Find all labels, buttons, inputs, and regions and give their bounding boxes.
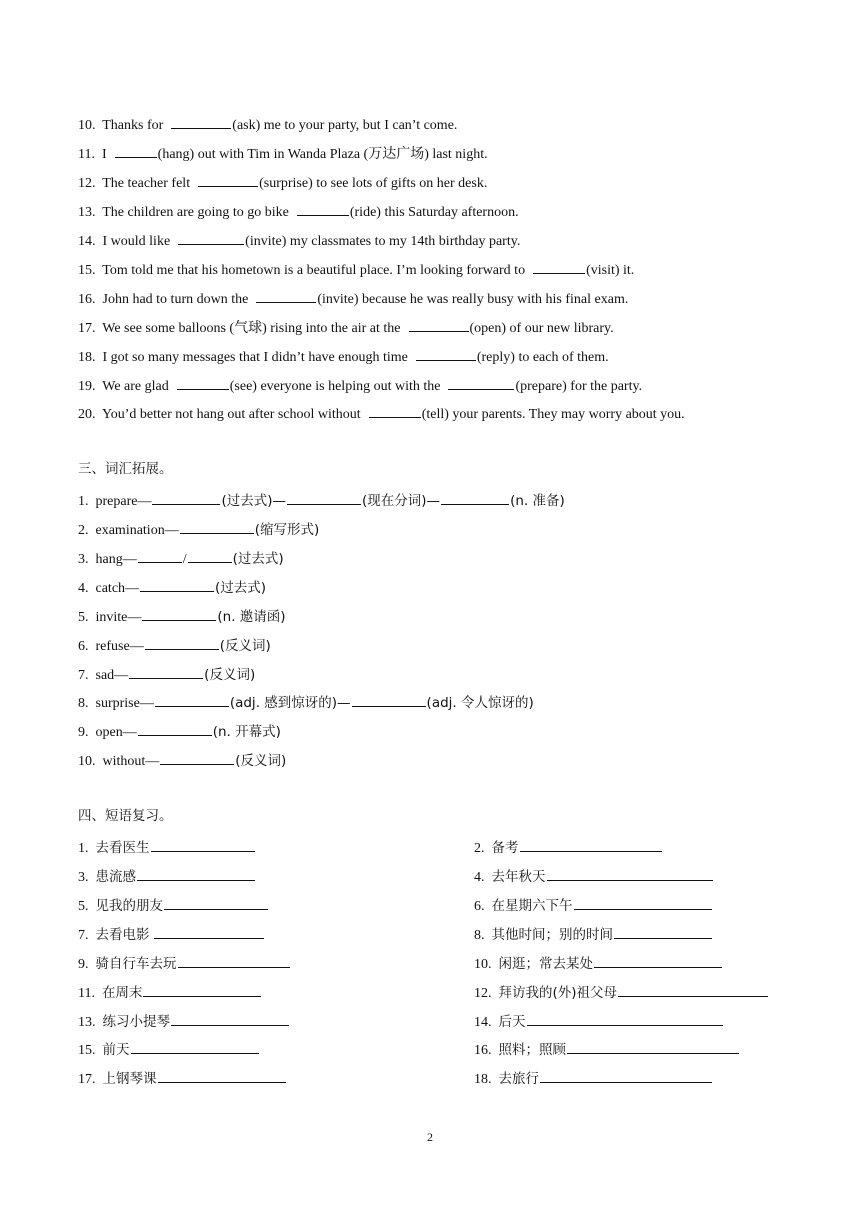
vocab-item: 1. prepare— (过去式)— (现在分词)— (n. 准备): [78, 490, 565, 511]
answer-blank[interactable]: [533, 259, 585, 274]
answer-blank[interactable]: [520, 837, 662, 852]
answer-blank[interactable]: [160, 750, 234, 765]
phrase-item: 17. 上钢琴课: [78, 1068, 287, 1089]
answer-blank[interactable]: [143, 982, 261, 997]
exercise-item: 13. The children are going to go bike (ride) this Saturday afternoon.: [78, 201, 519, 222]
answer-blank[interactable]: [180, 519, 254, 534]
answer-blank[interactable]: [158, 1068, 286, 1083]
section-heading: 四、短语复习。: [78, 808, 173, 824]
answer-blank[interactable]: [145, 635, 219, 650]
vocab-item: 2. examination— (缩写形式): [78, 519, 319, 540]
answer-blank[interactable]: [352, 692, 426, 707]
phrase-item: 13. 练习小提琴: [78, 1011, 290, 1032]
answer-blank[interactable]: [618, 982, 768, 997]
answer-blank[interactable]: [188, 548, 232, 563]
phrase-item: 9. 骑自行车去玩: [78, 953, 291, 974]
answer-blank[interactable]: [177, 375, 229, 390]
answer-blank[interactable]: [614, 924, 712, 939]
vocab-item: 7. sad— (反义词): [78, 664, 255, 685]
page-number: 2: [427, 1130, 433, 1144]
phrase-item: 4. 去年秋天: [474, 866, 714, 887]
phrase-item: 15. 前天: [78, 1039, 260, 1060]
phrase-item: 3. 患流感: [78, 866, 256, 887]
phrase-item: 10. 闲逛；常去某处: [474, 953, 723, 974]
vocab-item: 3. hang— / (过去式): [78, 548, 284, 569]
exercise-item: 10. Thanks for (ask) me to your party, but I can’t come.: [78, 114, 457, 135]
answer-blank[interactable]: [256, 288, 316, 303]
exercise-item: 19. We are glad (see) everyone is helping out with the (prepare) for the party.: [78, 375, 642, 396]
phrase-item: 11. 在周末: [78, 982, 262, 1003]
exercise-item: 12. The teacher felt (surprise) to see lots of gifts on her desk.: [78, 172, 487, 193]
answer-blank[interactable]: [540, 1068, 712, 1083]
answer-blank[interactable]: [178, 953, 290, 968]
answer-blank[interactable]: [138, 721, 212, 736]
answer-blank[interactable]: [297, 201, 349, 216]
answer-blank[interactable]: [448, 375, 514, 390]
answer-blank[interactable]: [178, 230, 244, 245]
answer-blank[interactable]: [131, 1039, 259, 1054]
section-heading: 三、词汇拓展。: [78, 461, 173, 477]
vocab-item: 8. surprise— (adj. 感到惊讶的)— (adj. 令人惊讶的): [78, 692, 534, 713]
phrase-item: 18. 去旅行: [474, 1068, 713, 1089]
phrase-item: 14. 后天: [474, 1011, 724, 1032]
phrase-item: 16. 照料；照顾: [474, 1039, 740, 1060]
answer-blank[interactable]: [409, 317, 469, 332]
answer-blank[interactable]: [138, 548, 182, 563]
phrase-item: 5. 见我的朋友: [78, 895, 269, 916]
phrase-item: 1. 去看医生: [78, 837, 256, 858]
answer-blank[interactable]: [164, 895, 268, 910]
phrase-item: 12. 拜访我的(外)祖父母: [474, 982, 769, 1003]
exercise-item: 14. I would like (invite) my classmates to my 14th birthday party.: [78, 230, 520, 251]
answer-blank[interactable]: [567, 1039, 739, 1054]
exercise-item: 20. You’d better not hang out after school without (tell) your parents. They may worry about you.: [78, 403, 685, 424]
vocab-item: 10. without— (反义词): [78, 750, 286, 771]
phrase-item: 8. 其他时间；别的时间: [474, 924, 713, 945]
answer-blank[interactable]: [154, 924, 264, 939]
vocab-item: 4. catch— (过去式): [78, 577, 266, 598]
answer-blank[interactable]: [441, 490, 509, 505]
answer-blank[interactable]: [171, 114, 231, 129]
answer-blank[interactable]: [198, 172, 258, 187]
exercise-item: 16. John had to turn down the (invite) because he was really busy with his final exam.: [78, 288, 628, 309]
vocab-item: 5. invite— (n. 邀请函): [78, 606, 286, 627]
answer-blank[interactable]: [574, 895, 712, 910]
answer-blank[interactable]: [137, 866, 255, 881]
exercise-item: 17. We see some balloons (气球) rising into the air at the (open) of our new library.: [78, 317, 614, 338]
answer-blank[interactable]: [142, 606, 216, 621]
phrase-item: 2. 备考: [474, 837, 663, 858]
exercise-item: 11. I (hang) out with Tim in Wanda Plaza (万达广场) last night.: [78, 143, 488, 164]
answer-blank[interactable]: [547, 866, 713, 881]
phrase-item: 7. 去看电影: [78, 924, 265, 945]
exercise-item: 18. I got so many messages that I didn’t have enough time (reply) to each of them.: [78, 346, 609, 367]
exercise-item: 15. Tom told me that his hometown is a beautiful place. I’m looking forward to (visit) it.: [78, 259, 634, 280]
answer-blank[interactable]: [152, 490, 220, 505]
answer-blank[interactable]: [287, 490, 361, 505]
answer-blank[interactable]: [151, 837, 255, 852]
answer-blank[interactable]: [369, 403, 421, 418]
answer-blank[interactable]: [594, 953, 722, 968]
answer-blank[interactable]: [129, 664, 203, 679]
vocab-item: 9. open— (n. 开幕式): [78, 721, 281, 742]
answer-blank[interactable]: [527, 1011, 723, 1026]
vocab-item: 6. refuse— (反义词): [78, 635, 271, 656]
answer-blank[interactable]: [416, 346, 476, 361]
answer-blank[interactable]: [171, 1011, 289, 1026]
answer-blank[interactable]: [155, 692, 229, 707]
phrase-item: 6. 在星期六下午: [474, 895, 713, 916]
answer-blank[interactable]: [140, 577, 214, 592]
answer-blank[interactable]: [115, 143, 157, 158]
